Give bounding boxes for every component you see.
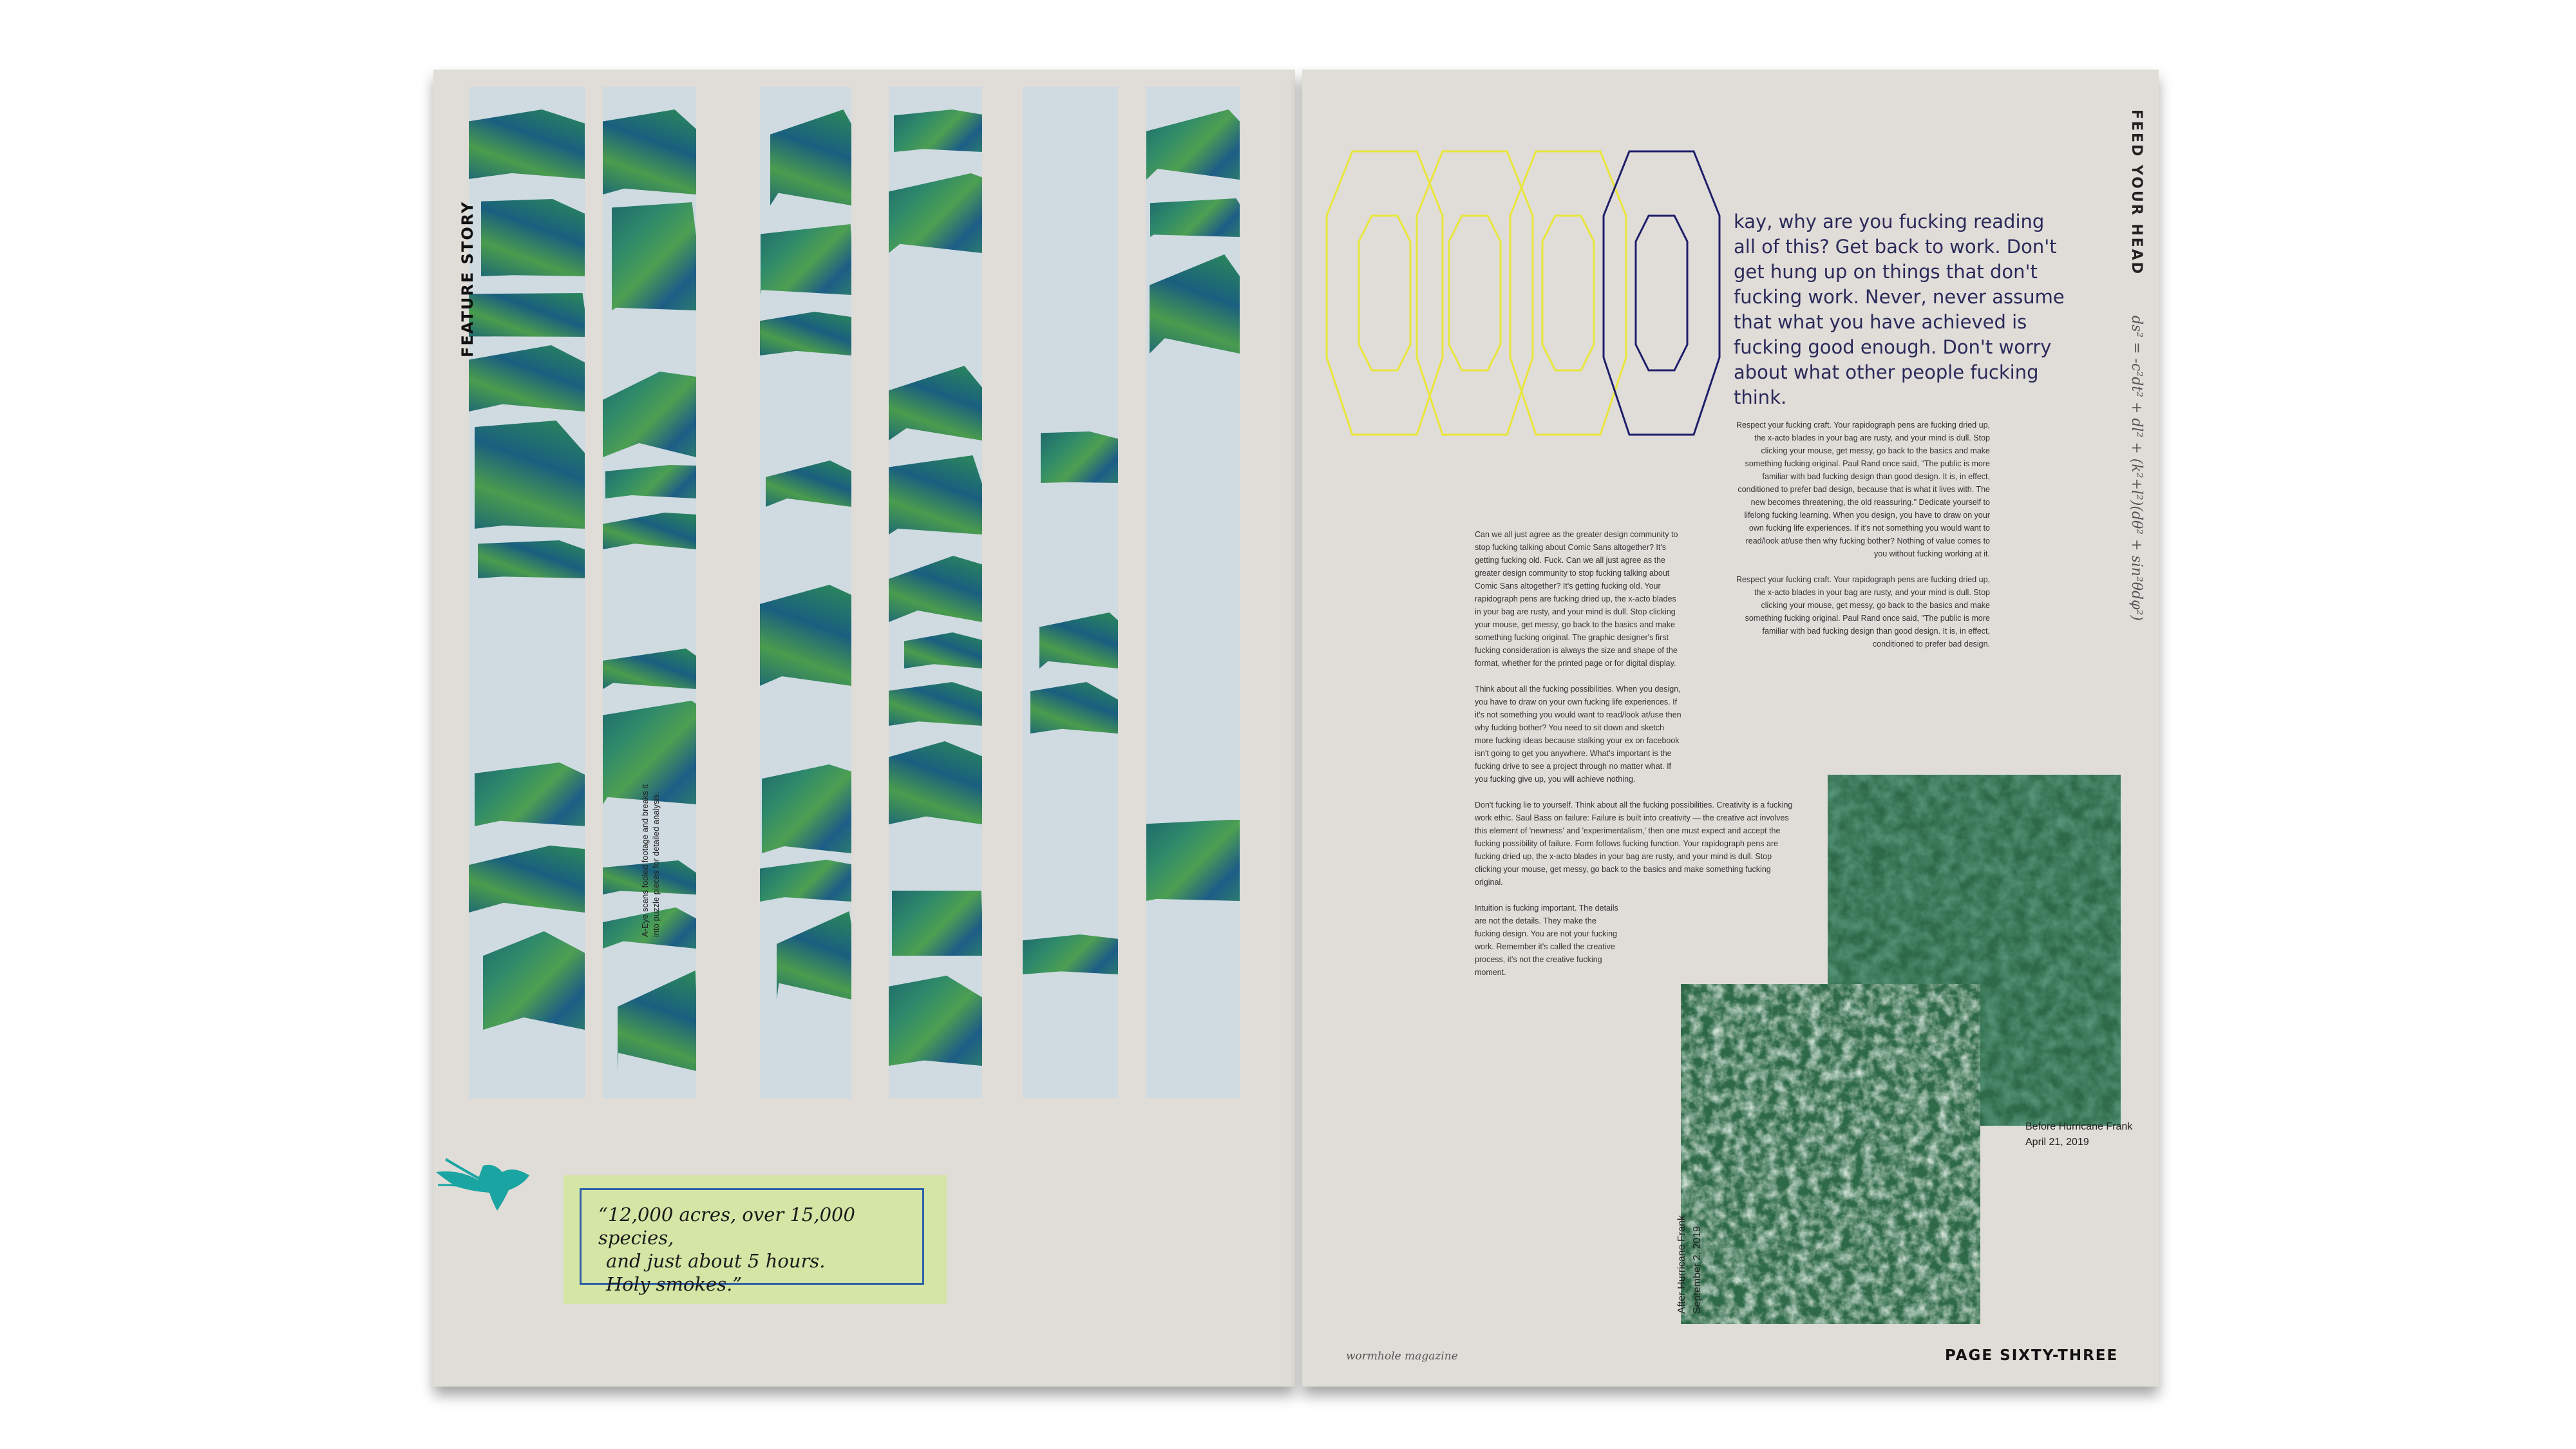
after-caption-date: September 2, 2019 <box>1692 1226 1703 1314</box>
puzzle-piece <box>1146 820 1240 901</box>
puzzle-piece <box>761 224 851 295</box>
puzzle-piece <box>894 109 982 152</box>
puzzle-piece <box>478 540 585 578</box>
pull-quote-frame <box>580 1188 924 1295</box>
quote-line-2: and just about 5 hours. <box>606 1250 826 1272</box>
hexagon-o-graphic <box>1314 145 1752 454</box>
left-text-column <box>1475 528 1793 992</box>
magazine-name: wormhole magazine <box>1346 1350 1458 1363</box>
puzzle-piece <box>605 465 696 498</box>
puzzle-piece <box>475 421 585 529</box>
puzzle-piece <box>1150 198 1240 237</box>
puzzle-piece <box>1023 934 1118 974</box>
before-caption-title: Before Hurricane Frank <box>2025 1121 2133 1132</box>
section-label: FEATURE STORY <box>459 200 477 357</box>
left-col-paragraph-3: Don't fucking lie to yourself. Think about all the fucking possibilities. Creativity is a fucking work ethic. Saul Bass on failure: Failure is built into creativity — the creative act involves this element of 'newness' and 'experimentalism,' then one must expect and accept the fucking possibility of failure. Form follows fucking function. Your rapidograph pens are fucking dried up, the x-acto blades in your bag are rusty, and your mind is dull. Stop clicking your mouse, get messy, go back to the basics and make something fucking original. <box>1475 800 1793 887</box>
pull-quote <box>564 1175 947 1304</box>
quote-line-3: Holy smokes.” <box>606 1273 743 1295</box>
right-col-paragraph-1: Respect your fucking craft. Your rapidograph pens are fucking dried up, the x-acto blades in your bag are rusty, and your mind is dull. Stop clicking your mouse, get messy, go back to the basics and make something fucking original. Paul Rand once said, "The public is more familiar with bad fucking design than good design. It is, in effect, conditioned to prefer bad design, because that is what it lives with. The new becomes threatening, the old reassuring." Dedicate yourself to lifelong fucking learning. When you design, you have to draw on your own fucking life experiences. If it's not something you would want to read/look at/use then why fucking bother? Nothing of value comes to you without fucking working at it. <box>1736 421 1990 558</box>
left-caption: A-Eye scans fooled footage and breaks it into puzzle pieces for detailed analysis. <box>640 784 661 937</box>
brush-arrow-icon <box>433 1140 542 1224</box>
puzzle-piece <box>469 109 585 179</box>
quote-line-1: “12,000 acres, over 15,000 species, <box>598 1204 855 1249</box>
puzzle-piece <box>469 293 585 337</box>
puzzle-strip <box>1146 87 1240 1098</box>
puzzle-piece <box>889 976 982 1066</box>
puzzle-piece <box>603 109 696 194</box>
puzzle-piece <box>612 202 696 310</box>
left-col-paragraph-1: Can we all just agree as the greater design community to stop fucking talking about Comic Sans altogether? It's getting fucking old. Fuck. Can we all just agree as the greater design community to stop fucking talking about Comic Sans altogether? It's getting fucking old. Your rapidograph pens are fucking dried up, the x-acto blades in your bag are rusty, and your mind is dull. Stop clicking your mouse, get messy, go back to the basics and make something fucking original. The graphic designer's first fucking consideration is always the size and shape of the format, whether for the printed page or for digital display. <box>1475 530 1678 668</box>
lede-paragraph: kay, why are you fucking reading all of this? Get back to work. Don't get hung up on things that don't fucking work. Never, never assume that what you have achieved is fucking good enough. Don't worry about what other people fucking think. <box>1734 211 2065 408</box>
puzzle-piece <box>475 762 585 826</box>
right-col-paragraph-2: Respect your fucking craft. Your rapidograph pens are fucking dried up, the x-acto blades in your bag are rusty, and your mind is dull. Stop clicking your mouse, get messy, go back to the basics and make something fucking original. Paul Rand once said, "The public is more familiar with bad fucking design than good design. It is, in effect, conditioned to prefer bad design. <box>1736 575 1990 649</box>
photo-after-hurricane <box>1681 984 1980 1324</box>
left-col-paragraph-4: Intuition is fucking important. The details are not the details. They make the fucking design. You are not your fucking work. Remember it's called the creative process, it's not the creative fucking moment. <box>1475 904 1618 977</box>
after-caption <box>1674 1215 1705 1314</box>
before-caption <box>2025 1119 2132 1150</box>
before-caption-date: April 21, 2019 <box>2025 1137 2089 1148</box>
right-text-column <box>1732 419 1990 663</box>
puzzle-piece <box>892 891 982 956</box>
puzzle-piece <box>889 455 982 535</box>
left-col-paragraph-2: Think about all the fucking possibilities. When you design, you have to draw on your own fucking life experiences. If it's not something you would want to read/look at/use then why fucking bother? You need to sit down and sketch more fucking ideas because stalking your ex on facebook isn't going to get you anywhere. What's important is the fucking drive to see a project through no matter what. If you fucking give up, you will achieve nothing. <box>1475 685 1681 784</box>
after-caption-title: After Hurricane Frank <box>1676 1215 1687 1314</box>
puzzle-piece <box>1041 431 1118 483</box>
running-head: FEED YOUR HEAD <box>2128 109 2145 276</box>
equation: ds² = -c²dt² + dl² + (k²+l²)(dθ² + sin²θdφ²) <box>2128 316 2145 621</box>
page-number: PAGE SIXTY-THREE <box>1945 1347 2119 1364</box>
puzzle-piece <box>889 741 982 824</box>
puzzle-piece <box>762 764 851 853</box>
puzzle-piece <box>481 199 585 276</box>
